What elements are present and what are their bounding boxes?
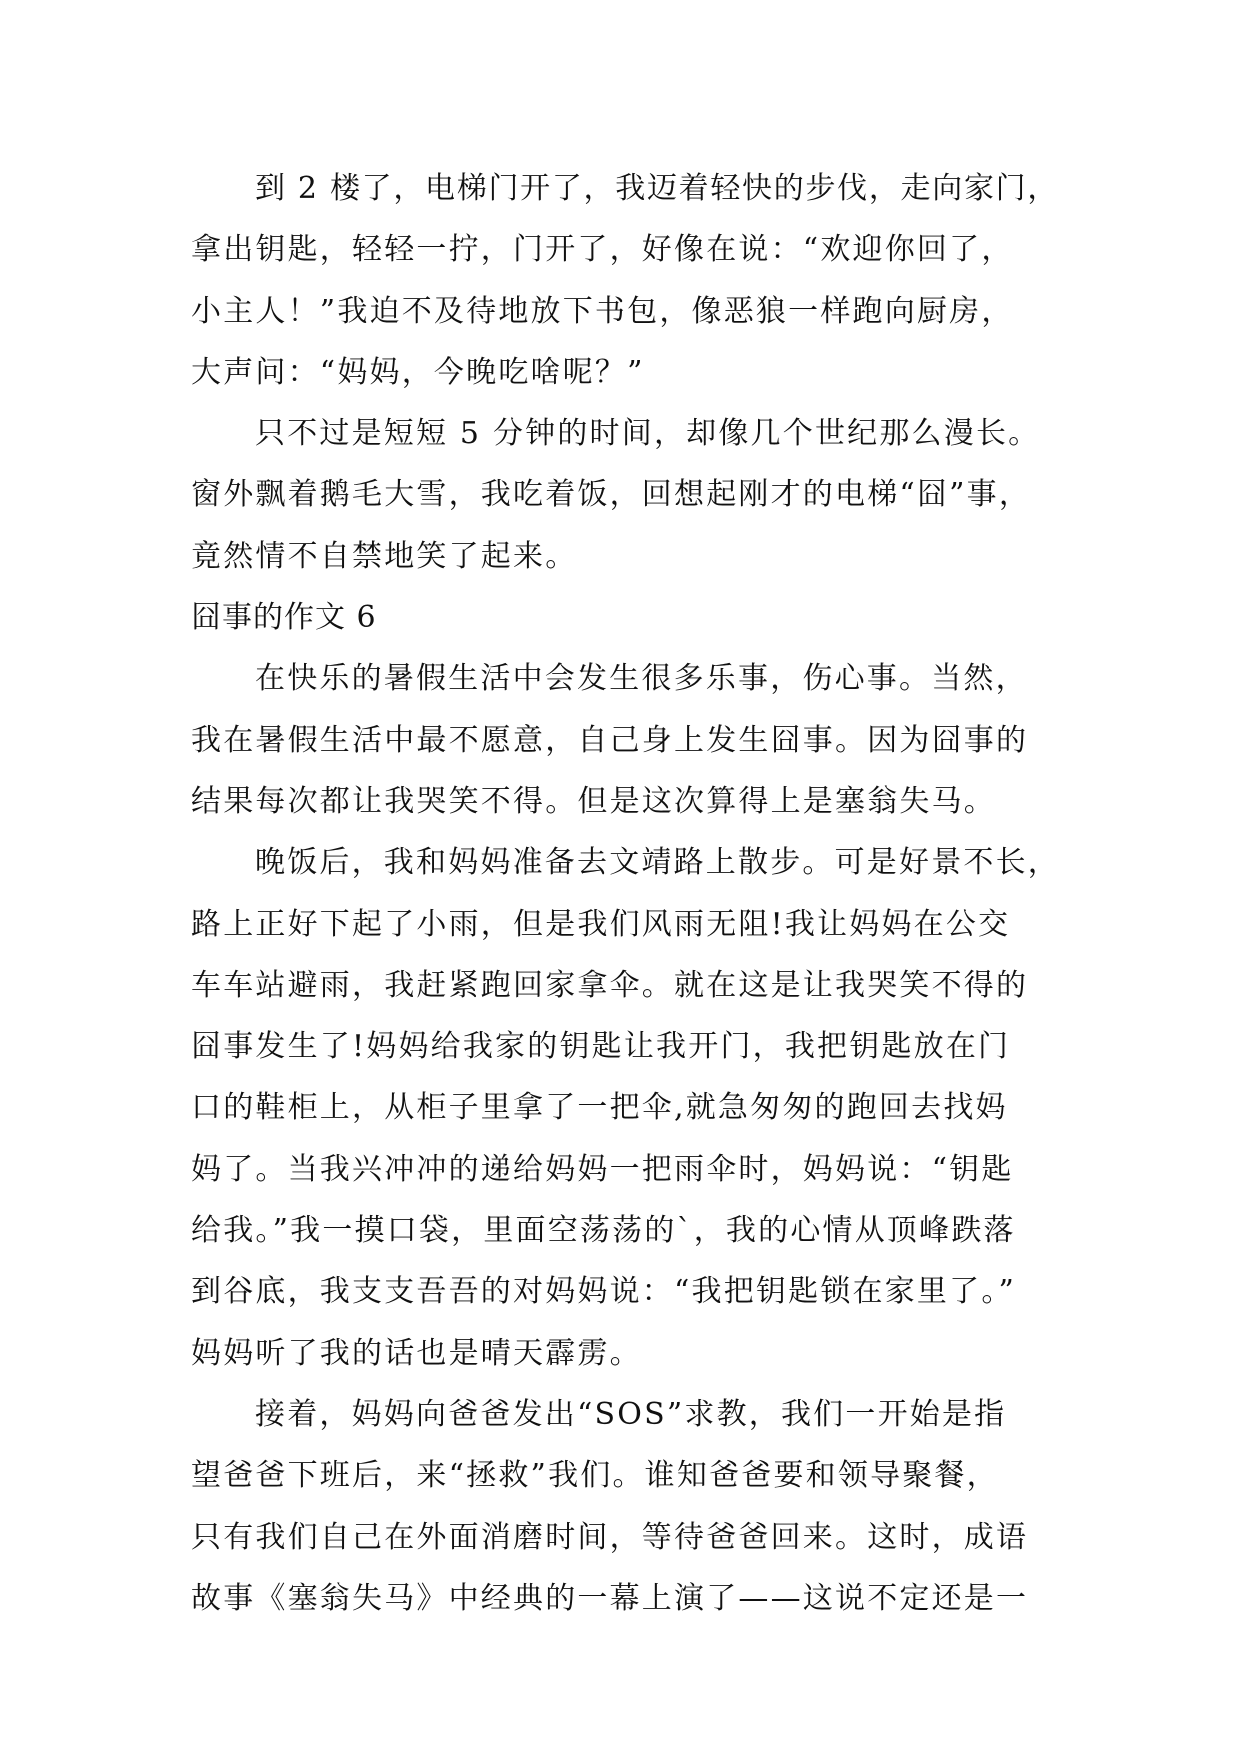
text-line: 我在暑假生活中最不愿意，自己身上发生囧事。因为囧事的 xyxy=(191,722,1029,758)
text-line: 故事《塞翁失马》中经典的一幕上演了——这说不定还是一 xyxy=(191,1580,1029,1616)
text-line: 晚饭后，我和妈妈准备去文靖路上散步。可是好景不长， xyxy=(255,845,1060,881)
text-line: 到 2 楼了，电梯门开了，我迈着轻快的步伐，走向家门， xyxy=(255,171,1060,206)
text-line: 到谷底，我支支吾吾的对妈妈说：“我把钥匙锁在家里了。” xyxy=(191,1274,1017,1310)
text-line: 小主人！”我迫不及待地放下书包，像恶狼一样跑向厨房， xyxy=(191,293,1014,329)
text-line: 只不过是短短 5 分钟的时间，却像几个世纪那么漫长。 xyxy=(255,416,1041,452)
text-line: 口的鞋柜上，从柜子里拿了一把伞,就急匆匆的跑回去找妈 xyxy=(191,1090,1008,1126)
section-heading: 囧事的作文 6 xyxy=(191,600,377,636)
document-body xyxy=(191,158,1061,1629)
text-line: 大声问：“妈妈，今晚吃啥呢？” xyxy=(191,354,645,390)
text-line: 路上正好下起了小雨，但是我们风雨无阻!我让妈妈在公交 xyxy=(191,906,1011,942)
text-line: 窗外飘着鹅毛大雪，我吃着饭，回想起刚才的电梯“囧”事， xyxy=(191,477,1032,513)
text-line: 给我。”我一摸口袋，里面空荡荡的`，我的心情从顶峰跌落 xyxy=(191,1213,1016,1249)
text-line: 车车站避雨，我赶紧跑回家拿伞。就在这是让我哭笑不得的 xyxy=(191,967,1029,1003)
text-line: 望爸爸下班后，来“拯救”我们。谁知爸爸要和领导聚餐， xyxy=(191,1458,999,1494)
text-line: 竟然情不自禁地笑了起来。 xyxy=(191,538,578,574)
text-line: 囧事发生了!妈妈给我家的钥匙让我开门，我把钥匙放在门 xyxy=(191,1029,1011,1065)
text-line: 在快乐的暑假生活中会发生很多乐事，伤心事。当然， xyxy=(255,661,1028,697)
text-line: 拿出钥匙，轻轻一拧，门开了，好像在说：“欢迎你回了， xyxy=(191,232,1014,268)
text-line: 接着，妈妈向爸爸发出“SOS”求教，我们一开始是指 xyxy=(255,1396,1007,1432)
text-line: 妈了。当我兴冲冲的递给妈妈一把雨伞时，妈妈说：“钥匙 xyxy=(191,1151,1014,1187)
text-line: 妈妈听了我的话也是晴天霹雳。 xyxy=(191,1335,642,1371)
text-line: 结果每次都让我哭笑不得。但是这次算得上是塞翁失马。 xyxy=(191,783,996,819)
text-line: 只有我们自己在外面消磨时间，等待爸爸回来。这时，成语 xyxy=(191,1519,1029,1555)
